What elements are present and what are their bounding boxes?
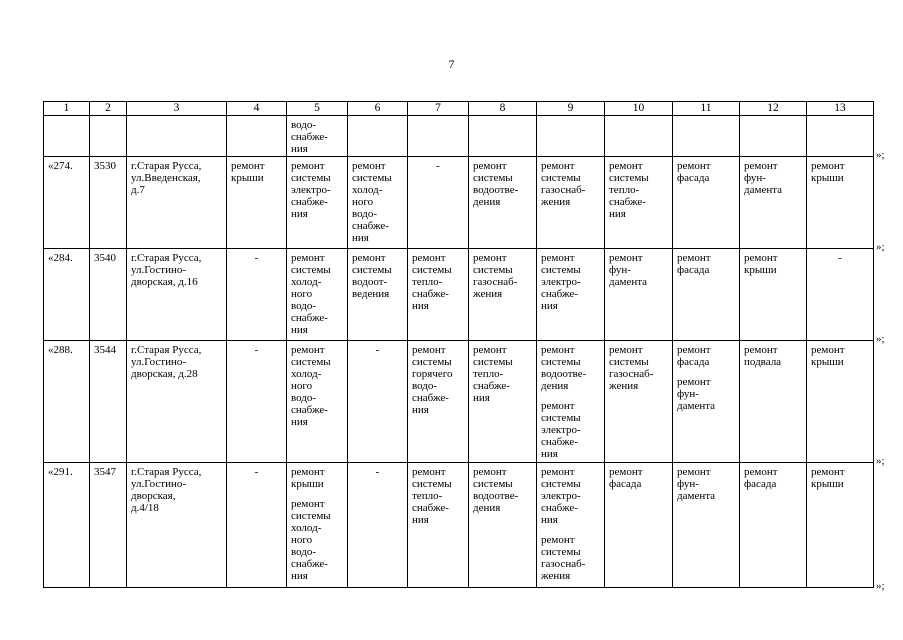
cell-text: ремонт фун- дамента xyxy=(677,376,716,412)
cell-text: ремонт крыши xyxy=(811,344,845,368)
cell-text: ремонт крыши xyxy=(811,466,845,490)
table-cell-col-1 xyxy=(44,157,90,249)
column-header-4: 4 xyxy=(227,102,287,116)
column-header-12: 12 xyxy=(740,102,807,116)
table-cell-col-2 xyxy=(90,249,127,341)
table-cell-col-4 xyxy=(227,463,287,588)
column-header-9: 9 xyxy=(537,102,605,116)
cell-text: ремонт системы горячего водо- снабже- ния xyxy=(412,344,453,416)
cell-text: ремонт фасада xyxy=(609,466,643,490)
table-cell-col-3 xyxy=(127,157,227,249)
table-cell-col-4 xyxy=(227,249,287,341)
cell-text: - xyxy=(375,344,380,356)
cell-text: ремонт крыши xyxy=(744,252,778,276)
cell-text: ремонт системы газоснаб- жения xyxy=(473,252,518,300)
table-row xyxy=(44,116,874,157)
table-cell-col-1 xyxy=(44,463,90,588)
table-cell-col-1 xyxy=(44,116,90,157)
table-header xyxy=(44,102,874,116)
table-cell-col-7 xyxy=(408,116,469,157)
table-body xyxy=(44,116,874,588)
cell-text: г.Старая Русса, ул.Гостино- дворская, д.16 xyxy=(131,252,202,288)
table-cell-col-5 xyxy=(287,463,348,588)
cell-text: ремонт системы электро- снабже- ния xyxy=(541,466,581,526)
table-cell-col-5 xyxy=(287,116,348,157)
cell-text: ремонт системы газоснаб- жения xyxy=(609,344,654,392)
cell-text: ремонт фун- дамента xyxy=(677,466,716,502)
table-cell-col-8 xyxy=(469,116,537,157)
header-row xyxy=(44,102,874,116)
cell-text: ремонт системы водоотве- дения xyxy=(473,160,519,208)
column-header-8: 8 xyxy=(469,102,537,116)
table-cell-col-9 xyxy=(537,463,605,588)
table-cell-col-13 xyxy=(807,341,874,463)
cell-text: водо- снабже- ния xyxy=(291,119,328,155)
table-cell-col-7 xyxy=(408,341,469,463)
table-cell-col-2 xyxy=(90,157,127,249)
table-cell-col-11 xyxy=(673,463,740,588)
table-row xyxy=(44,463,874,588)
table-cell-col-11 xyxy=(673,341,740,463)
table-cell-col-2 xyxy=(90,463,127,588)
table-cell-col-5 xyxy=(287,249,348,341)
table-cell-col-2 xyxy=(90,341,127,463)
column-header-2: 2 xyxy=(90,102,127,116)
table-cell-col-11 xyxy=(673,249,740,341)
cell-text: - xyxy=(436,160,440,172)
table-cell-col-9 xyxy=(537,249,605,341)
cell-text: г.Старая Русса, ул.Введенская, д.7 xyxy=(131,160,202,196)
table-cell-col-13 xyxy=(807,157,874,249)
table-cell-col-6 xyxy=(348,341,408,463)
table-cell-col-11 xyxy=(673,116,740,157)
cell-text: - xyxy=(254,252,259,264)
cell-text: - xyxy=(254,466,259,478)
table-row xyxy=(44,157,874,249)
cell-text: ремонт подвала xyxy=(744,344,782,368)
table-row xyxy=(44,249,874,341)
table-cell-col-3 xyxy=(127,341,227,463)
column-header-5: 5 xyxy=(287,102,348,116)
table-cell-col-6 xyxy=(348,116,408,157)
cell-text: 3544 xyxy=(94,344,116,356)
table-cell-col-12 xyxy=(740,463,807,588)
table-cell-col-3 xyxy=(127,463,227,588)
cell-text: ремонт системы водоотве- дения xyxy=(473,466,519,514)
cell-text: ремонт системы водоот- ведения xyxy=(352,252,392,300)
table-cell-col-5 xyxy=(287,341,348,463)
cell-text: ремонт системы водоотве- дения xyxy=(541,344,587,392)
table-cell-col-1 xyxy=(44,341,90,463)
column-header-10: 10 xyxy=(605,102,673,116)
cell-text: ремонт системы газоснаб- жения xyxy=(541,534,586,582)
cell-text: ремонт системы тепло- снабже- ния xyxy=(609,160,649,220)
table-cell-col-10 xyxy=(605,463,673,588)
cell-text: ремонт фун- дамента xyxy=(609,252,648,288)
cell-text: ремонт системы электро- снабже- ния xyxy=(291,160,331,220)
table-cell-col-6 xyxy=(348,463,408,588)
table-cell-col-8 xyxy=(469,157,537,249)
table-cell-col-12 xyxy=(740,249,807,341)
table-cell-col-8 xyxy=(469,341,537,463)
row-end-marker: »; xyxy=(876,332,885,345)
row-end-marker: »; xyxy=(876,579,885,592)
table-cell-col-4 xyxy=(227,116,287,157)
cell-text: ремонт системы газоснаб- жения xyxy=(541,160,586,208)
table-cell-col-13 xyxy=(807,463,874,588)
cell-text: ремонт системы холод- ного водо- снабже- ния xyxy=(352,160,392,244)
table-cell-col-10 xyxy=(605,341,673,463)
column-header-7: 7 xyxy=(408,102,469,116)
cell-text: г.Старая Русса, ул.Гостино- дворская, д.4/18 xyxy=(131,466,202,514)
table-cell-col-9 xyxy=(537,341,605,463)
table-cell-col-13 xyxy=(807,116,874,157)
table-cell-col-2 xyxy=(90,116,127,157)
cell-text: - xyxy=(838,252,842,264)
table-cell-col-10 xyxy=(605,157,673,249)
table-cell-col-9 xyxy=(537,116,605,157)
cell-text: г.Старая Русса, ул.Гостино- дворская, д.28 xyxy=(131,344,202,380)
table-cell-col-7 xyxy=(408,249,469,341)
repair-schedule-table xyxy=(43,101,874,588)
cell-text: ремонт фасада xyxy=(677,160,711,184)
table-cell-col-7 xyxy=(408,463,469,588)
cell-text: ремонт фасада xyxy=(677,252,711,276)
cell-text: 3530 xyxy=(94,160,116,172)
cell-text: ремонт системы холод- ного водо- снабже- ния xyxy=(291,498,331,582)
cell-text: ремонт системы холод- ного водо- снабже- ния xyxy=(291,252,331,336)
cell-text: ремонт крыши xyxy=(811,160,845,184)
cell-text: ремонт фун- дамента xyxy=(744,160,783,196)
cell-text: ремонт системы тепло- снабже- ния xyxy=(412,466,452,526)
column-header-6: 6 xyxy=(348,102,408,116)
column-header-1: 1 xyxy=(44,102,90,116)
cell-text: - xyxy=(375,466,380,478)
row-end-marker: »; xyxy=(876,454,885,467)
page-number: 7 xyxy=(448,57,455,71)
table-cell-col-7 xyxy=(408,157,469,249)
table-cell-col-6 xyxy=(348,249,408,341)
table-cell-col-3 xyxy=(127,116,227,157)
column-header-13: 13 xyxy=(807,102,874,116)
table-cell-col-12 xyxy=(740,116,807,157)
table-cell-col-6 xyxy=(348,157,408,249)
table-cell-col-4 xyxy=(227,341,287,463)
cell-text: ремонт крыши xyxy=(291,466,325,490)
row-end-marker: »; xyxy=(876,240,885,253)
cell-text: 3540 xyxy=(94,252,116,264)
cell-text: «291. xyxy=(48,466,73,478)
table-cell-col-12 xyxy=(740,341,807,463)
table-cell-col-13 xyxy=(807,249,874,341)
table-cell-col-9 xyxy=(537,157,605,249)
cell-text: - xyxy=(254,344,259,356)
cell-text: ремонт крыши xyxy=(231,160,265,184)
cell-text: ремонт системы холод- ного водо- снабже- ния xyxy=(291,344,331,428)
table-cell-col-10 xyxy=(605,249,673,341)
table-cell-col-10 xyxy=(605,116,673,157)
cell-text: «284. xyxy=(48,252,73,264)
table-cell-col-4 xyxy=(227,157,287,249)
column-header-11: 11 xyxy=(673,102,740,116)
cell-text: ремонт фасада xyxy=(744,466,778,490)
cell-text: ремонт системы тепло- снабже- ния xyxy=(473,344,513,404)
cell-text: ремонт системы электро- снабже- ния xyxy=(541,400,581,460)
cell-text: «274. xyxy=(48,160,73,172)
table-row xyxy=(44,341,874,463)
row-end-marker: »; xyxy=(876,148,885,161)
table-cell-col-8 xyxy=(469,463,537,588)
table-cell-col-8 xyxy=(469,249,537,341)
table-cell-col-3 xyxy=(127,249,227,341)
cell-text: «288. xyxy=(48,344,73,356)
table-cell-col-12 xyxy=(740,157,807,249)
cell-text: ремонт системы электро- снабже- ния xyxy=(541,252,581,312)
column-header-3: 3 xyxy=(127,102,227,116)
cell-text: 3547 xyxy=(94,466,116,478)
table-cell-col-1 xyxy=(44,249,90,341)
cell-text: ремонт системы тепло- снабже- ния xyxy=(412,252,452,312)
table-cell-col-5 xyxy=(287,157,348,249)
table-cell-col-11 xyxy=(673,157,740,249)
cell-text: ремонт фасада xyxy=(677,344,711,368)
